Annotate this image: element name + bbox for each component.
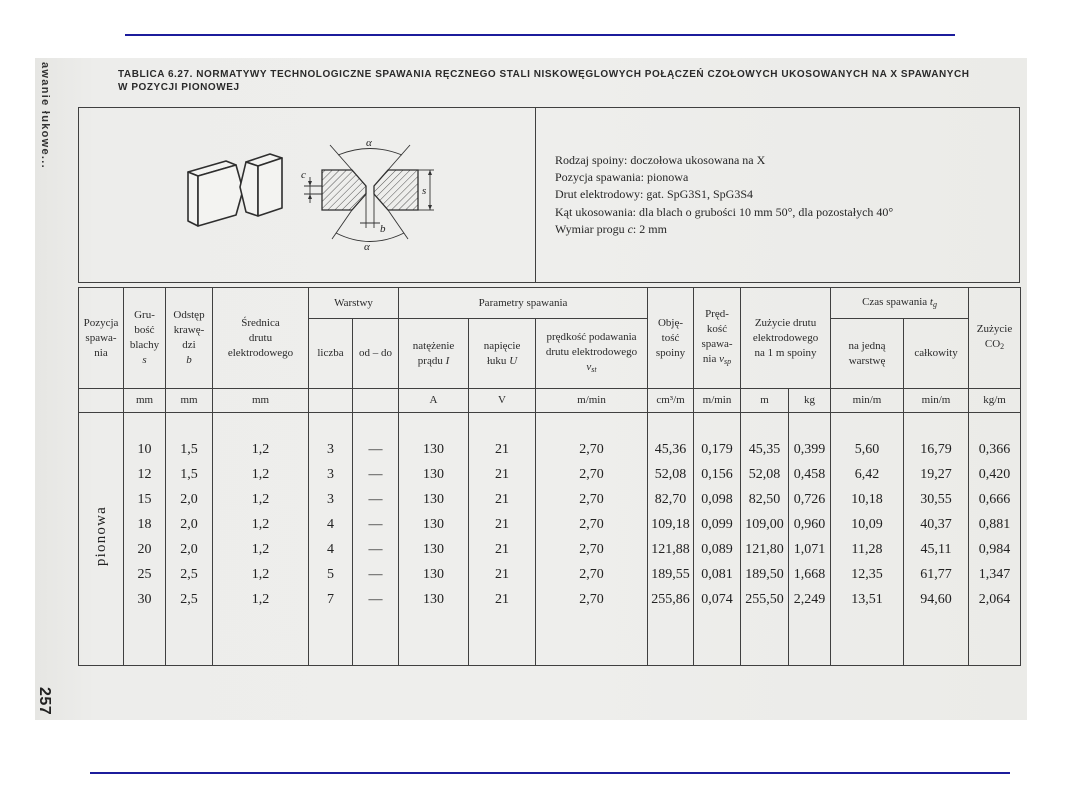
cell-layer-range: — <box>353 538 399 563</box>
b-label: b <box>380 223 386 235</box>
cell-thickness: 10 <box>124 438 166 463</box>
cell-welding-speed: 0,089 <box>694 538 741 563</box>
spec-bevel-angle: Kąt ukosowania: dla blach o grubości 10 mm 50°, dla pozostałych 40° <box>555 204 894 219</box>
table-cell-empty <box>694 613 741 666</box>
header-thickness <box>124 288 166 389</box>
header-thickness-label: Gru- bość blachy <box>129 309 160 351</box>
table-cell-empty <box>399 413 469 438</box>
cell-time-total: 16,79 <box>904 438 969 463</box>
left-block-side-face <box>188 172 198 226</box>
position-cell <box>79 413 124 666</box>
cell-thickness: 25 <box>124 563 166 588</box>
cell-wire-feed-speed: 2,70 <box>536 488 648 513</box>
position-label: pionowa <box>92 506 109 567</box>
cell-current: 130 <box>399 463 469 488</box>
cell-thickness: 15 <box>124 488 166 513</box>
cell-time-per-layer: 10,18 <box>831 488 904 513</box>
slide-top-rule <box>125 34 955 36</box>
table-cell-empty <box>831 613 904 666</box>
header-wire-consumption-label: Zużycie drutu elektrodowego na 1 m spoiny <box>752 316 819 359</box>
header-voltage-symbol: U <box>509 354 518 367</box>
cell-current: 130 <box>399 588 469 613</box>
cell-wire-consumption-m: 45,35 <box>741 438 789 463</box>
cell-time-total: 19,27 <box>904 463 969 488</box>
right-block-side-face <box>258 158 282 216</box>
table-row <box>79 538 1021 563</box>
joint-diagram <box>78 107 535 283</box>
cell-wire-diameter: 1,2 <box>213 438 309 463</box>
table-filler-row <box>79 613 1021 666</box>
s-arrow-top <box>428 170 432 175</box>
table-cell-empty <box>969 413 1021 438</box>
header-time-per-layer <box>831 319 904 389</box>
cell-weld-volume: 109,18 <box>648 513 694 538</box>
table-cell-empty <box>831 413 904 438</box>
header-gap-label: Odstęp krawę- dzi <box>173 309 205 351</box>
cell-weld-volume: 45,36 <box>648 438 694 463</box>
unit-gap: mm <box>166 389 213 413</box>
bevel-extension-top-right <box>388 145 410 170</box>
cell-gap: 2,0 <box>166 488 213 513</box>
unit-wire-kg: kg <box>789 389 831 413</box>
cell-wire-feed-speed: 2,70 <box>536 588 648 613</box>
unit-co2: kg/m <box>969 389 1021 413</box>
cell-wire-consumption-kg: 0,726 <box>789 488 831 513</box>
header-voltage-label: napięcie łuku <box>483 339 521 367</box>
right-plate-section <box>374 170 418 210</box>
cell-welding-speed: 0,099 <box>694 513 741 538</box>
cell-voltage: 21 <box>469 588 536 613</box>
table-row <box>79 438 1021 463</box>
cell-time-total: 94,60 <box>904 588 969 613</box>
header-time-total <box>904 319 969 389</box>
header-co2-subscript: 2 <box>1000 342 1005 351</box>
header-welding-speed-label: Pręd- kość spawa- nia <box>701 308 733 365</box>
cell-wire-consumption-m: 52,08 <box>741 463 789 488</box>
header-time-total-label: całkowity <box>914 347 958 359</box>
table-cell-empty <box>213 613 309 666</box>
header-weld-volume-label: Obję- tość spoiny <box>655 316 686 359</box>
cell-thickness: 30 <box>124 588 166 613</box>
cell-time-total: 45,11 <box>904 538 969 563</box>
cell-wire-feed-speed: 2,70 <box>536 513 648 538</box>
unit-position-empty <box>79 389 124 413</box>
header-wire-diameter <box>213 288 309 389</box>
c-label: c <box>301 169 306 181</box>
cell-wire-feed-speed: 2,70 <box>536 463 648 488</box>
table-cell-empty <box>741 613 789 666</box>
table-title-line-2: W POZYCJI PIONOWEJ <box>118 82 240 93</box>
cell-layer-count: 4 <box>309 538 353 563</box>
cell-wire-diameter: 1,2 <box>213 538 309 563</box>
table-cell-empty <box>353 413 399 438</box>
cell-wire-consumption-m: 255,50 <box>741 588 789 613</box>
slide-bottom-rule <box>90 772 1010 774</box>
header-position <box>79 288 124 389</box>
cell-wire-diameter: 1,2 <box>213 588 309 613</box>
spec-weld-type: Rodzaj spoiny: doczołowa ukosowana na X <box>555 153 766 167</box>
table-title-line-1: TABLICA 6.27. NORMATYWY TECHNOLOGICZNE SPAWANIA RĘCZNEGO STALI NISKOWĘGLOWYCH POŁĄCZEŃ CZOŁOWYCH UKOSOWANYCH NA X SPAWANYCH <box>118 69 970 80</box>
cell-wire-consumption-kg: 0,458 <box>789 463 831 488</box>
header-wire-feed-speed-subscript: st <box>591 365 597 374</box>
header-voltage <box>469 319 536 389</box>
cell-layer-range: — <box>353 563 399 588</box>
header-welding-speed-subscript: sp <box>724 357 732 366</box>
table-row <box>79 488 1021 513</box>
header-welding-parameters-label: Parametry spawania <box>478 296 568 309</box>
cell-weld-volume: 52,08 <box>648 463 694 488</box>
header-gap <box>166 288 213 389</box>
cell-time-total: 40,37 <box>904 513 969 538</box>
cell-layer-range: — <box>353 588 399 613</box>
spec-root-face-label: Wymiar progu <box>555 221 628 236</box>
alpha-bottom-label: α <box>364 241 370 253</box>
cell-co2-consumption: 2,064 <box>969 588 1021 613</box>
cell-layer-count: 3 <box>309 488 353 513</box>
header-welding-time <box>831 288 969 319</box>
table-cell-empty <box>694 413 741 438</box>
cell-current: 130 <box>399 538 469 563</box>
spec-box-divider <box>535 107 536 283</box>
unit-thickness: mm <box>124 389 166 413</box>
unit-layer-range-empty <box>353 389 399 413</box>
spec-root-face-value: : 2 mm <box>632 221 667 236</box>
spec-root-face <box>555 221 893 238</box>
cell-wire-consumption-kg: 0,960 <box>789 513 831 538</box>
joint-specifications <box>555 152 893 238</box>
cell-welding-speed: 0,098 <box>694 488 741 513</box>
header-welding-time-label: Czas spawania <box>862 295 928 308</box>
unit-wire-diameter: mm <box>213 389 309 413</box>
cell-layer-count: 7 <box>309 588 353 613</box>
s-label: s <box>422 185 427 197</box>
cell-thickness: 18 <box>124 513 166 538</box>
right-block-front-face <box>240 162 258 216</box>
cell-layer-count: 3 <box>309 438 353 463</box>
unit-weld-volume: cm³/m <box>648 389 694 413</box>
cell-layer-range: — <box>353 488 399 513</box>
header-wire-consumption <box>741 288 831 389</box>
header-welding-time-subscript: g <box>932 299 937 309</box>
unit-wire-m: m <box>741 389 789 413</box>
cell-thickness: 20 <box>124 538 166 563</box>
cell-time-per-layer: 5,60 <box>831 438 904 463</box>
table-cell-empty <box>469 613 536 666</box>
cell-time-per-layer: 11,28 <box>831 538 904 563</box>
unit-welding-speed: m/min <box>694 389 741 413</box>
cell-weld-volume: 255,86 <box>648 588 694 613</box>
cell-current: 130 <box>399 438 469 463</box>
header-layer-range <box>353 319 399 389</box>
cell-co2-consumption: 0,881 <box>969 513 1021 538</box>
table-row <box>79 463 1021 488</box>
cell-co2-consumption: 0,420 <box>969 463 1021 488</box>
header-time-per-layer-label: na jedną warstwę <box>848 339 886 367</box>
unit-layer-count-empty <box>309 389 353 413</box>
angle-arc-bottom <box>336 233 404 242</box>
cell-wire-consumption-kg: 0,399 <box>789 438 831 463</box>
header-wire-feed-speed-symbol: v <box>586 361 592 373</box>
table-cell-empty <box>904 413 969 438</box>
cell-co2-consumption: 0,666 <box>969 488 1021 513</box>
cell-wire-diameter: 1,2 <box>213 563 309 588</box>
cell-weld-volume: 121,88 <box>648 538 694 563</box>
cell-wire-consumption-kg: 1,668 <box>789 563 831 588</box>
cell-wire-diameter: 1,2 <box>213 463 309 488</box>
cell-gap: 1,5 <box>166 463 213 488</box>
header-gap-symbol: b <box>186 354 192 366</box>
cell-co2-consumption: 0,366 <box>969 438 1021 463</box>
table-cell-empty <box>536 413 648 438</box>
unit-voltage: V <box>469 389 536 413</box>
table-cell-empty <box>904 613 969 666</box>
table-cell-empty <box>789 413 831 438</box>
cell-voltage: 21 <box>469 563 536 588</box>
table-cell-empty <box>469 413 536 438</box>
table-row <box>79 563 1021 588</box>
header-welding-time-symbol: t <box>929 295 933 308</box>
header-wire-diameter-label: Średnica drutu elektrodowego <box>227 316 294 359</box>
cell-welding-speed: 0,156 <box>694 463 741 488</box>
cell-gap: 1,5 <box>166 438 213 463</box>
cell-weld-volume: 189,55 <box>648 563 694 588</box>
page-number: 257 <box>36 687 53 716</box>
c-arrow-top <box>308 181 312 186</box>
table-spacer-row <box>79 413 1021 438</box>
cell-co2-consumption: 1,347 <box>969 563 1021 588</box>
table-cell-empty <box>741 413 789 438</box>
cell-layer-count: 4 <box>309 513 353 538</box>
running-head-vertical: awanie łukowe... <box>39 62 51 169</box>
cell-wire-consumption-m: 189,50 <box>741 563 789 588</box>
header-welding-speed <box>694 288 741 389</box>
cell-wire-consumption-m: 121,80 <box>741 538 789 563</box>
bevel-extension-top-left <box>330 145 352 170</box>
header-welding-parameters <box>399 288 648 319</box>
header-wire-feed-speed-label: prędkość podawania drutu elektrodowego <box>545 331 638 358</box>
cell-time-total: 30,55 <box>904 488 969 513</box>
cell-wire-feed-speed: 2,70 <box>536 563 648 588</box>
unit-time-per-layer: min/m <box>831 389 904 413</box>
table-cell-empty <box>309 413 353 438</box>
cell-layer-range: — <box>353 463 399 488</box>
cell-current: 130 <box>399 513 469 538</box>
cell-wire-diameter: 1,2 <box>213 488 309 513</box>
c-arrow-bottom <box>308 194 312 199</box>
header-position-label: Pozycja spawa- nia <box>83 316 119 359</box>
cell-layer-range: — <box>353 438 399 463</box>
cell-time-per-layer: 12,35 <box>831 563 904 588</box>
cell-time-per-layer: 10,09 <box>831 513 904 538</box>
header-weld-volume <box>648 288 694 389</box>
cell-co2-consumption: 0,984 <box>969 538 1021 563</box>
header-layer-count-label: liczba <box>317 347 344 359</box>
cell-gap: 2,5 <box>166 588 213 613</box>
unit-time-total: min/m <box>904 389 969 413</box>
left-block-front-face <box>198 165 243 226</box>
table-body <box>79 413 1021 666</box>
unit-wire-feed-speed: m/min <box>536 389 648 413</box>
unit-current: A <box>399 389 469 413</box>
bevel-extension-bottom-left <box>332 210 352 239</box>
cell-wire-consumption-m: 109,00 <box>741 513 789 538</box>
alpha-top-label: α <box>366 137 372 149</box>
header-layer-range-label: od – do <box>359 347 392 359</box>
header-current <box>399 319 469 389</box>
cell-gap: 2,5 <box>166 563 213 588</box>
header-row-groups <box>79 288 1021 319</box>
table-cell-empty <box>648 413 694 438</box>
cell-wire-feed-speed: 2,70 <box>536 438 648 463</box>
cell-welding-speed: 0,179 <box>694 438 741 463</box>
table-cell-empty <box>166 413 213 438</box>
cell-time-total: 61,77 <box>904 563 969 588</box>
cell-layer-range: — <box>353 513 399 538</box>
cell-voltage: 21 <box>469 438 536 463</box>
table-cell-empty <box>124 613 166 666</box>
table-cell-empty <box>399 613 469 666</box>
cell-current: 130 <box>399 488 469 513</box>
cell-voltage: 21 <box>469 463 536 488</box>
cell-wire-consumption-m: 82,50 <box>741 488 789 513</box>
table-cell-empty <box>213 413 309 438</box>
cell-gap: 2,0 <box>166 513 213 538</box>
table-cell-empty <box>969 613 1021 666</box>
cell-current: 130 <box>399 563 469 588</box>
header-welding-speed-symbol: v <box>719 353 724 365</box>
angle-arc-top <box>338 149 402 156</box>
header-co2-consumption <box>969 288 1021 389</box>
cell-wire-diameter: 1,2 <box>213 513 309 538</box>
cell-welding-speed: 0,081 <box>694 563 741 588</box>
header-wire-feed-speed <box>536 319 648 389</box>
header-layers-label: Warstwy <box>334 296 373 309</box>
table-cell-empty <box>353 613 399 666</box>
spec-position: Pozycja spawania: pionowa <box>555 170 689 185</box>
s-arrow-bottom <box>428 205 432 210</box>
cell-wire-consumption-kg: 2,249 <box>789 588 831 613</box>
header-layers <box>309 288 399 319</box>
table-cell-empty <box>789 613 831 666</box>
table-cell-empty <box>536 613 648 666</box>
table-cell-empty <box>648 613 694 666</box>
cell-gap: 2,0 <box>166 538 213 563</box>
cell-wire-consumption-kg: 1,071 <box>789 538 831 563</box>
left-plate-section <box>322 170 366 210</box>
header-layer-count <box>309 319 353 389</box>
header-wire-feed-speed-symbol-line <box>538 360 645 377</box>
cell-welding-speed: 0,074 <box>694 588 741 613</box>
cell-thickness: 12 <box>124 463 166 488</box>
cell-layer-count: 3 <box>309 463 353 488</box>
header-current-label: natężenie prądu <box>412 339 455 367</box>
cell-layer-count: 5 <box>309 563 353 588</box>
header-row-units <box>79 389 1021 413</box>
cell-time-per-layer: 13,51 <box>831 588 904 613</box>
spec-root-face-symbol: c <box>627 221 633 236</box>
table-row <box>79 513 1021 538</box>
cell-weld-volume: 82,70 <box>648 488 694 513</box>
bevel-extension-bottom-right <box>388 210 408 239</box>
header-current-symbol: I <box>445 354 450 367</box>
table-cell-empty <box>309 613 353 666</box>
cell-time-per-layer: 6,42 <box>831 463 904 488</box>
table-cell-empty <box>166 613 213 666</box>
welding-norms-table <box>78 287 1021 666</box>
cell-voltage: 21 <box>469 538 536 563</box>
cell-voltage: 21 <box>469 513 536 538</box>
spec-wire: Drut elektrodowy: gat. SpG3S1, SpG3S4 <box>555 187 753 202</box>
header-thickness-symbol: s <box>142 354 147 366</box>
header-co2-label: Zużycie CO <box>976 323 1013 350</box>
cell-voltage: 21 <box>469 488 536 513</box>
table-row <box>79 588 1021 613</box>
cell-wire-feed-speed: 2,70 <box>536 538 648 563</box>
table-cell-empty <box>124 413 166 438</box>
